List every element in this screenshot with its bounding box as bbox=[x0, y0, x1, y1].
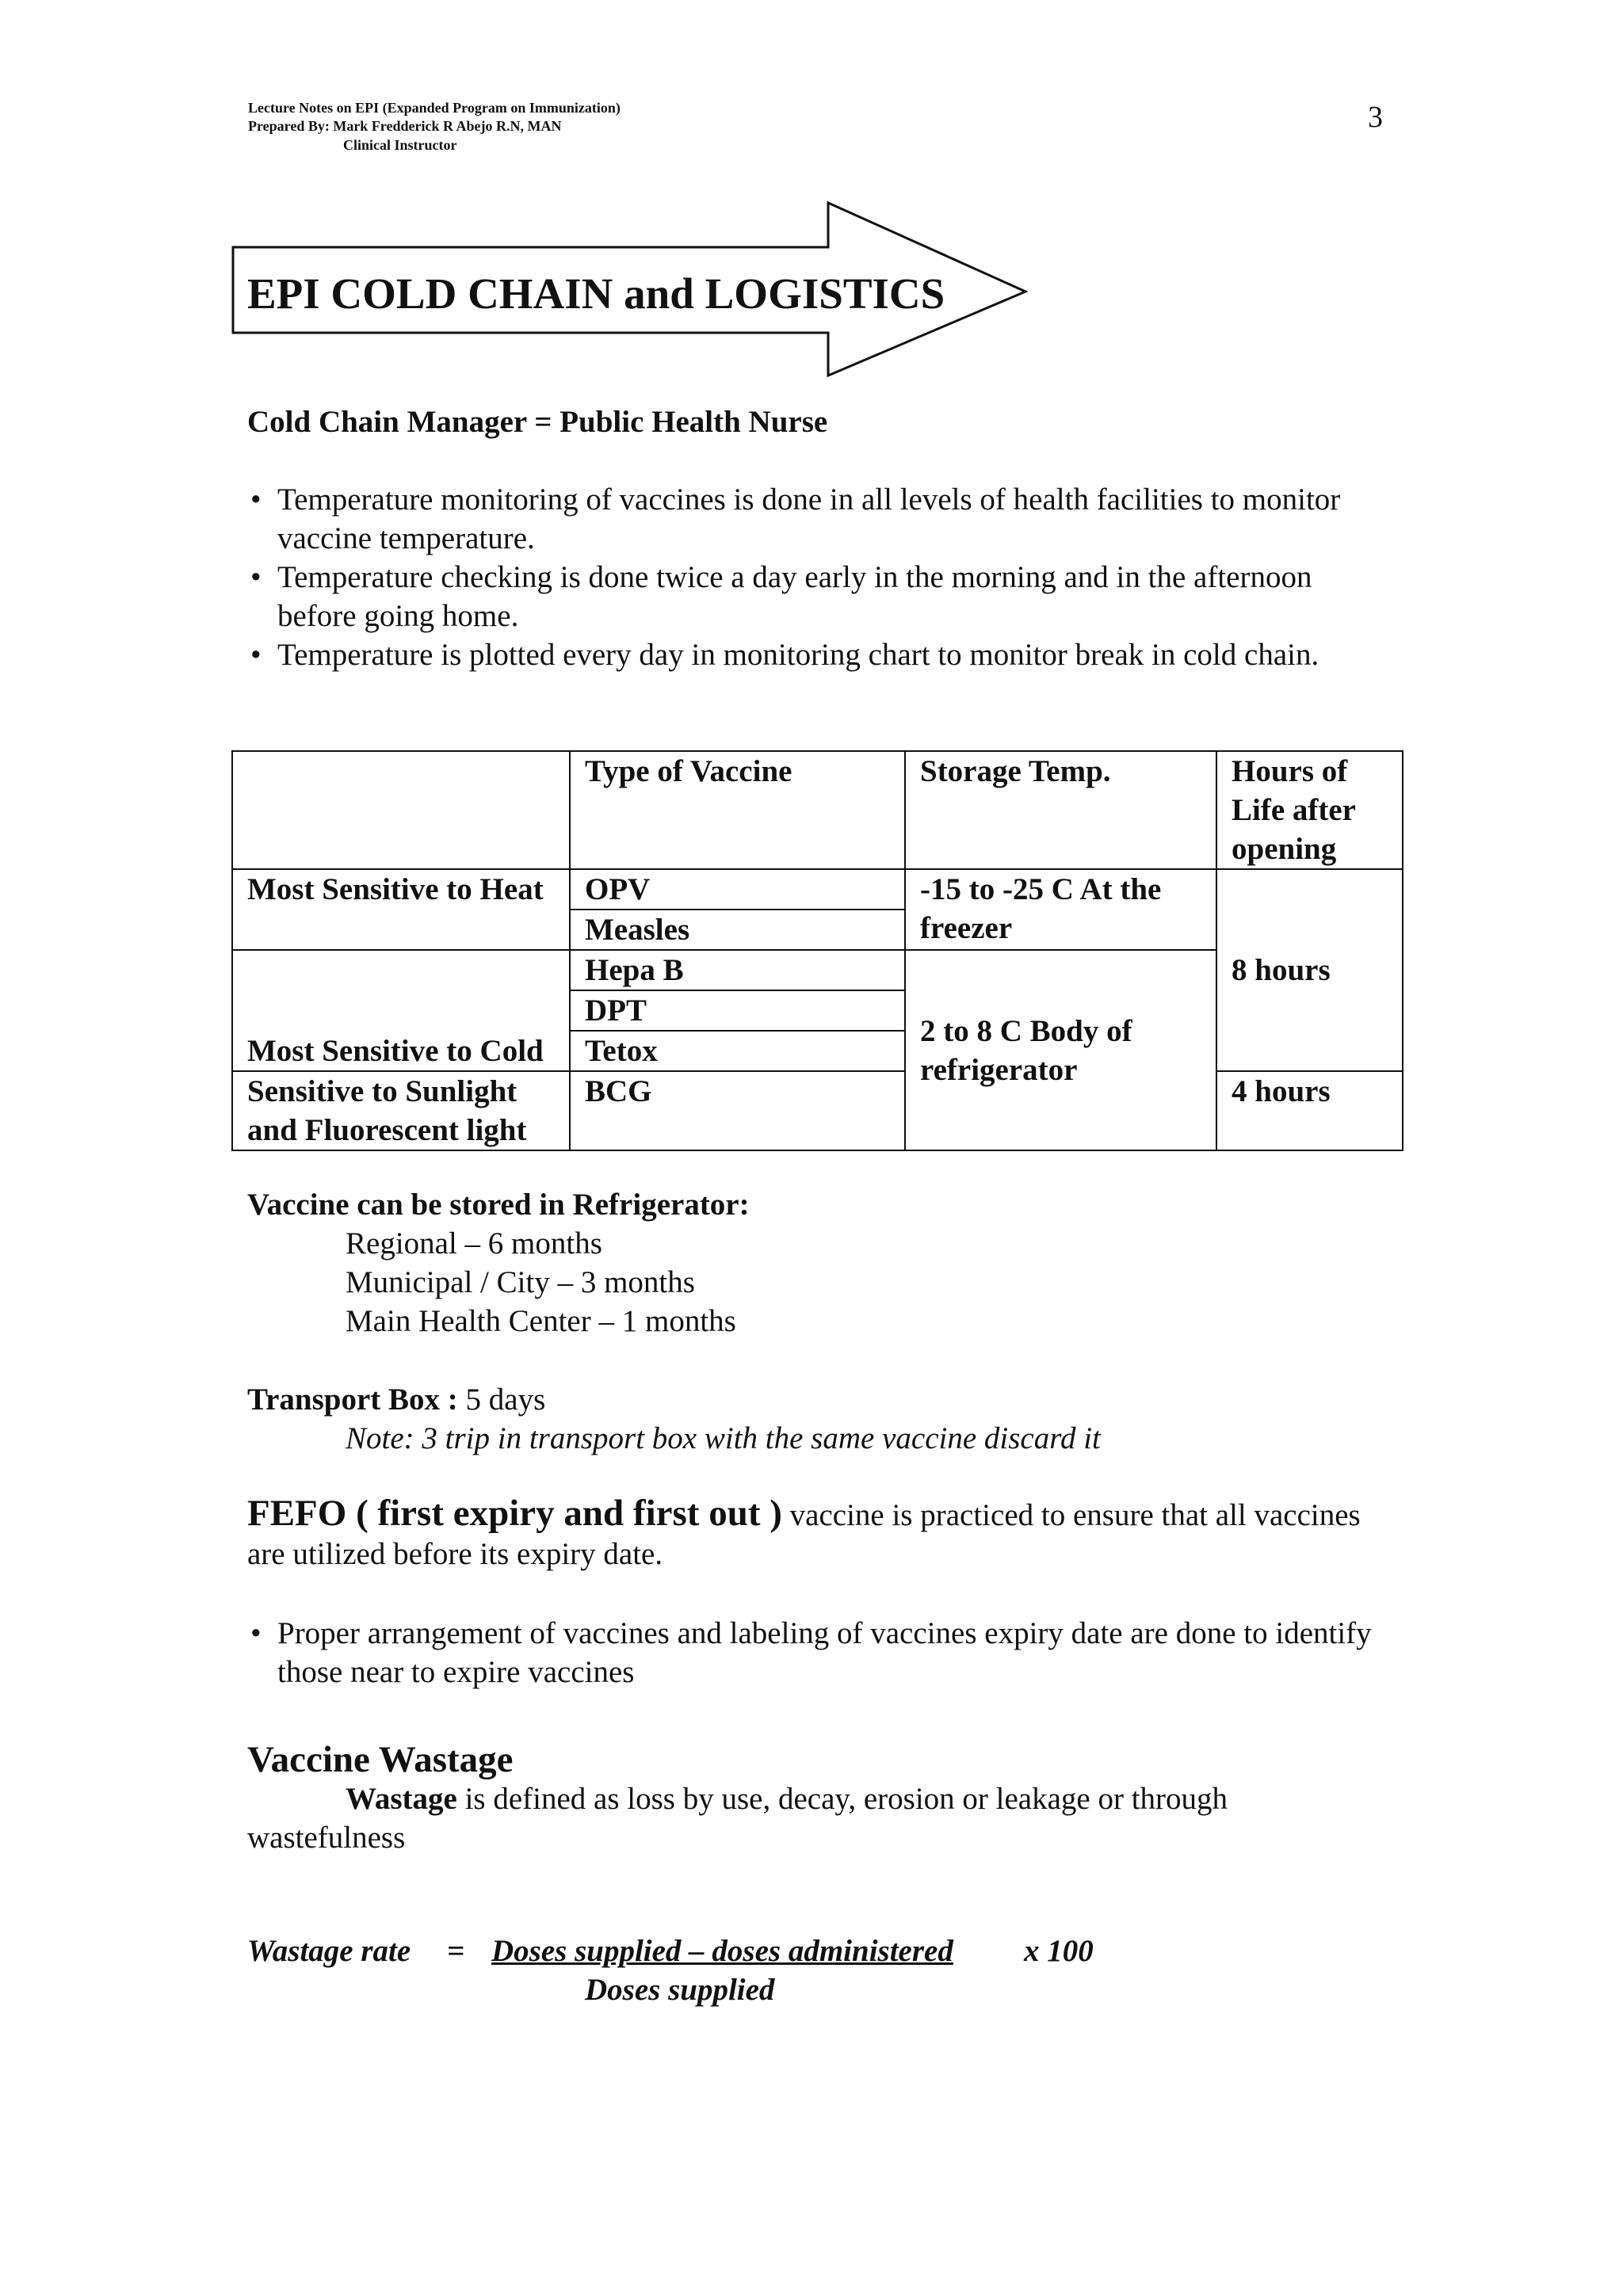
transport-box bbox=[247, 1380, 545, 1419]
fefo-bullet-list bbox=[247, 1614, 1388, 1691]
fefo-heading: FEFO ( first expiry and first out ) bbox=[247, 1493, 782, 1534]
group-label-sunlight: Sensitive to Sunlight and Fluorescent light bbox=[232, 1071, 570, 1150]
cold-chain-manager: Cold Chain Manager = Public Health Nurse bbox=[247, 405, 828, 439]
group-label-heat: Most Sensitive to Heat bbox=[232, 869, 570, 950]
transport-note: Note: 3 trip in transport box with the same vaccine discard it bbox=[346, 1421, 1101, 1455]
storage-freezer-cell: -15 to -25 C At the freezer bbox=[905, 869, 1216, 950]
fefo-text: vaccine is practiced to ensure that all vaccines are utilized before its expiry date. bbox=[247, 1498, 1361, 1571]
list-item bbox=[247, 1614, 1388, 1691]
storage-item: Municipal / City – 3 months bbox=[346, 1265, 695, 1299]
bullet-text: Temperature checking is done twice a day early in the morning and in the afternoon before going home. bbox=[277, 560, 1312, 633]
storage-item: Main Health Center – 1 months bbox=[346, 1304, 736, 1338]
temperature-bullet-list bbox=[247, 480, 1388, 674]
wastage-definition bbox=[247, 1779, 1388, 1857]
wastage-definition-text: is defined as loss by use, decay, erosion or leakage or through wastefulness bbox=[247, 1782, 1228, 1855]
table-header-type: Type of Vaccine bbox=[570, 751, 905, 869]
table-header-hours: Hours of Life after opening bbox=[1216, 751, 1403, 869]
formula-equals: = bbox=[447, 1934, 465, 1968]
banner-title: EPI COLD CHAIN and LOGISTICS bbox=[247, 269, 945, 318]
table-header-storage: Storage Temp. bbox=[905, 751, 1216, 869]
vaccine-storage-table bbox=[231, 750, 1403, 1151]
formula-multiplier: x 100 bbox=[1024, 1934, 1094, 1968]
table-header-row bbox=[232, 751, 1403, 869]
bullet-icon: • bbox=[250, 482, 262, 517]
vaccine-cell: BCG bbox=[570, 1071, 905, 1150]
bullet-icon: • bbox=[250, 638, 262, 672]
fefo-paragraph bbox=[247, 1494, 1388, 1573]
bullet-text: Proper arrangement of vaccines and labeling of vaccines expiry date are done to identify those near to expire vaccines bbox=[277, 1616, 1372, 1689]
group-label-cold: Most Sensitive to Cold bbox=[232, 950, 570, 1071]
wastage-heading: Vaccine Wastage bbox=[247, 1739, 514, 1780]
vaccine-cell: Hepa B bbox=[570, 950, 905, 990]
bullet-text: Temperature monitoring of vaccines is done in all levels of health facilities to monitor vaccine temperature. bbox=[277, 482, 1341, 555]
table-header-blank bbox=[232, 751, 570, 869]
storage-fridge-cell: 2 to 8 C Body of refrigerator bbox=[905, 950, 1216, 1150]
vaccine-cell: Tetox bbox=[570, 1031, 905, 1071]
vaccine-cell: DPT bbox=[570, 990, 905, 1031]
vaccine-cell: Measles bbox=[570, 910, 905, 950]
formula-lhs: Wastage rate bbox=[247, 1934, 411, 1968]
hours-4-cell: 4 hours bbox=[1216, 1071, 1403, 1150]
header-role: Clinical Instructor bbox=[343, 137, 457, 153]
table-row bbox=[232, 869, 1403, 910]
bullet-icon: • bbox=[250, 560, 262, 594]
list-item bbox=[247, 558, 1388, 635]
list-item bbox=[247, 635, 1388, 674]
list-item bbox=[247, 480, 1388, 558]
header-title: Lecture Notes on EPI (Expanded Program on Immunization) bbox=[248, 100, 621, 116]
storage-item: Regional – 6 months bbox=[346, 1226, 602, 1261]
storage-title: Vaccine can be stored in Refrigerator: bbox=[247, 1188, 750, 1222]
transport-value: 5 days bbox=[457, 1383, 546, 1417]
hours-8-cell: 8 hours bbox=[1216, 869, 1403, 1071]
transport-label: Transport Box : bbox=[247, 1383, 458, 1417]
bullet-icon: • bbox=[250, 1616, 262, 1650]
vaccine-cell: OPV bbox=[570, 869, 905, 910]
table-row bbox=[232, 1071, 1403, 1150]
formula-denominator: Doses supplied bbox=[585, 1973, 775, 2007]
header-author: Prepared By: Mark Fredderick R Abejo R.N, MAN bbox=[248, 118, 562, 134]
page-number: 3 bbox=[1368, 101, 1383, 134]
wastage-term: Wastage bbox=[346, 1782, 457, 1816]
formula-numerator: Doses supplied – doses administered bbox=[491, 1934, 953, 1968]
bullet-text: Temperature is plotted every day in monitoring chart to monitor break in cold chain. bbox=[277, 638, 1319, 672]
